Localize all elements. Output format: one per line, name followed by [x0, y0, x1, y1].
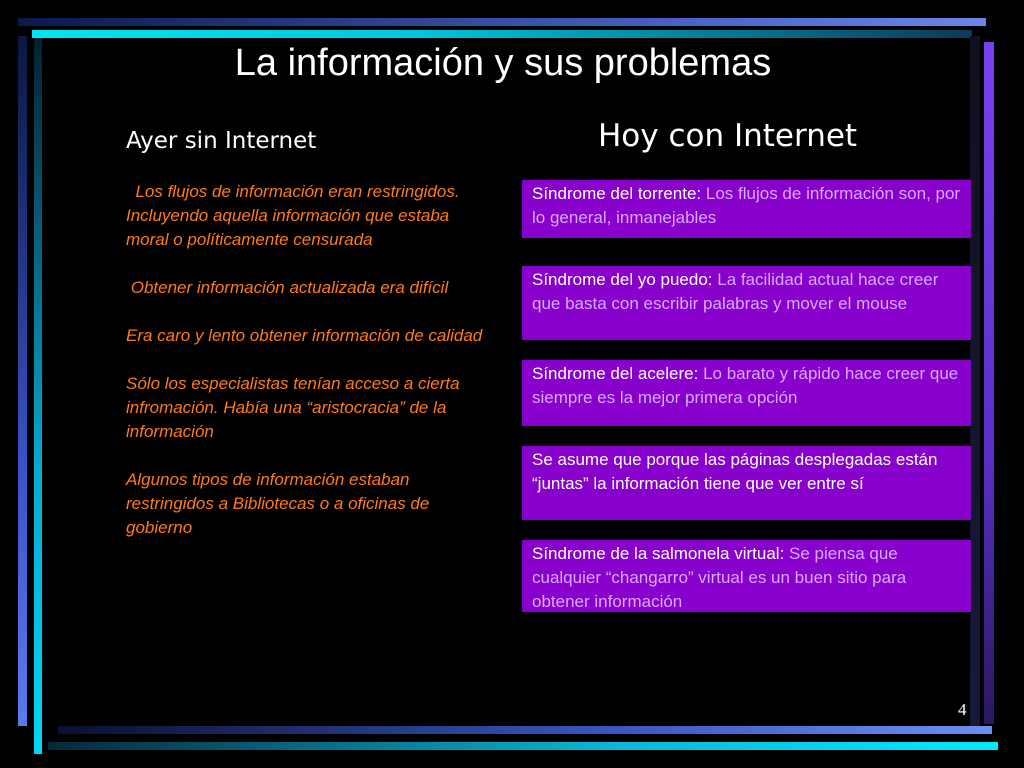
right-column-heading: Hoy con Internet [598, 118, 858, 154]
box-label: Síndrome del torrente: [532, 184, 702, 203]
slide-title: La información y sus problemas [234, 42, 772, 84]
frame-bar-bottom-outer [58, 726, 992, 734]
left-item: Era caro y lento obtener información de calidad [126, 326, 483, 345]
syndrome-box-juntas [522, 446, 971, 520]
syndrome-box-yo-puedo [522, 266, 971, 340]
box-text: Se piensa que cualquier “changarro” virtual es un buen sitio para obtener información [532, 544, 907, 611]
left-item: Obtener información actualizada era difícil [126, 278, 449, 297]
frame-bar-top-outer [18, 18, 986, 26]
box-label: Síndrome del yo puedo: [532, 270, 713, 289]
box-label: Síndrome de la salmonela virtual: [532, 544, 785, 563]
frame-bar-left-outer [18, 36, 27, 726]
box-text: Los flujos de información son, por lo general, inmanejables [532, 184, 961, 227]
syndrome-box-salmonela [522, 540, 971, 612]
left-item: Los flujos de información eran restringidos. Incluyendo aquella información que estaba moral o políticamente censurada [126, 182, 465, 249]
box-label: Síndrome del acelere: [532, 364, 699, 383]
frame-bar-right-dark [970, 36, 980, 726]
page-number: 4 [958, 700, 967, 719]
left-column [126, 180, 496, 564]
frame-bar-bottom-inner [48, 742, 998, 750]
box-label: Se asume que porque las páginas desplegadas están “juntas” la información tiene que ver entre sí [532, 450, 938, 493]
box-text: La facilidad actual hace creer que basta con escribir palabras y mover el mouse [532, 270, 939, 313]
syndrome-box-acelere [522, 360, 971, 426]
syndrome-box-torrente [522, 180, 971, 238]
frame-bar-left-inner [34, 38, 42, 754]
left-item: Sólo los especialistas tenían acceso a cierta infromación. Había una “aristocracia” de la información [126, 374, 460, 441]
frame-bar-top-inner [32, 30, 972, 38]
frame-bar-right-purple [984, 42, 994, 724]
box-text: Lo barato y rápido hace creer que siempre es la mejor primera opción [532, 364, 959, 407]
left-item: Algunos tipos de información estaban restringidos a Bibliotecas o a oficinas de gobierno [126, 470, 430, 537]
left-column-heading: Ayer sin Internet [126, 128, 317, 154]
